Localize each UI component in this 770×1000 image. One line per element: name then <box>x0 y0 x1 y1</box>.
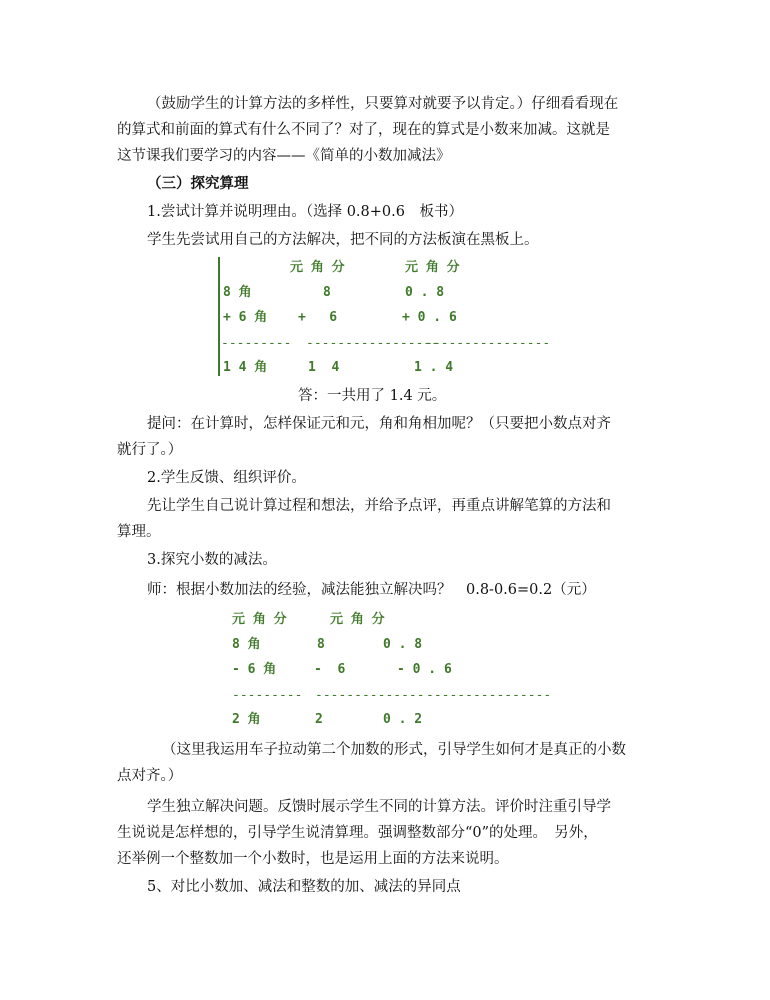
intro-line-3: 这节课我们要学习的内容——《简单的小数加减法》 <box>117 148 451 164</box>
subtraction-dash-1: --------- <box>232 688 303 703</box>
addition-row2-col3: + 0 . 6 <box>402 310 457 325</box>
question-line-1: 提问：在计算时，怎样保证元和元，角和角相加呢？（只要把小数点对齐 <box>147 416 611 432</box>
step-5-title: 5、对比小数加、减法和整数的加、减法的异同点 <box>147 879 461 895</box>
subtraction-dash-3: ---------------- <box>426 688 552 703</box>
subtraction-header-1: 元 角 分 <box>232 612 287 627</box>
note-line-2: 点对齐。） <box>117 768 183 784</box>
intro-line-2: 的算式和前面的算式有什么不同了？对了，现在的算式是小数来加减。这就是 <box>117 122 610 138</box>
subtraction-row1-col2: 8 <box>317 637 325 652</box>
addition-row2-col2: + 6 <box>298 310 338 325</box>
addition-dash-3: ---------------- <box>425 336 551 351</box>
independent-line-1: 学生独立解决问题。反馈时展示学生不同的计算方法。评价时注重引导学 <box>147 799 611 815</box>
subtraction-row1-col3: 0 . 8 <box>383 637 423 652</box>
subtraction-row2-col2: - 6 <box>314 662 346 677</box>
addition-dash-2: ----------------- <box>306 336 440 351</box>
addition-row3-col3: 1 . 4 <box>414 360 454 375</box>
step-2-description-1: 先让学生自己说计算过程和想法，并给予点评，再重点讲解笔算的方法和 <box>147 498 611 514</box>
addition-row1-col3: 0 . 8 <box>405 285 445 300</box>
step-1-description: 学生先尝试用自己的方法解决，把不同的方法板演在黑板上。 <box>147 232 539 248</box>
addition-row2-col1: + 6 角 <box>223 310 268 325</box>
addition-header-2: 元 角 分 <box>405 260 460 275</box>
subtraction-row2-col1: - 6 角 <box>232 662 277 677</box>
addition-header-1: 元 角 分 <box>290 260 345 275</box>
board-vertical-line <box>218 257 220 376</box>
step-3-title: 3.探究小数的减法。 <box>147 552 277 568</box>
subtraction-dash-2: -------------- <box>315 688 425 703</box>
addition-row1-col1: 8 角 <box>223 285 252 300</box>
step-3-description: 师：根据小数加法的经验，减法能独立解决吗？ 0.8-0.6=0.2（元） <box>147 582 596 598</box>
subtraction-row3-col3: 0 . 2 <box>383 712 423 727</box>
independent-line-3: 还举例一个整数加一个小数时，也是运用上面的方法来说明。 <box>117 851 509 867</box>
step-2-title: 2.学生反馈、组织评价。 <box>147 470 306 486</box>
question-line-2: 就行了。） <box>117 442 183 458</box>
addition-row1-col2: 8 <box>323 285 331 300</box>
addition-row3-col1: 1 4 角 <box>223 360 268 375</box>
answer-line: 答：一共用了 1.4 元。 <box>298 388 447 404</box>
step-1-title: 1.尝试计算并说明理由。（选择 0.8+0.6 板书） <box>147 204 463 220</box>
subtraction-row3-col1: 2 角 <box>232 712 261 727</box>
section-3-heading: （三）探究算理 <box>147 175 249 192</box>
subtraction-row1-col1: 8 角 <box>232 637 261 652</box>
subtraction-header-2: 元 角 分 <box>330 612 385 627</box>
addition-dash-1: --------- <box>221 336 292 351</box>
note-line-1: （这里我运用车子拉动第二个加数的形式，引导学生如何才是真正的小数 <box>162 742 626 758</box>
subtraction-row2-col3: - 0 . 6 <box>397 662 452 677</box>
independent-line-2: 生说说是怎样想的，引导学生说清算理。强调整数部分“0”的处理。 另外， <box>117 825 598 841</box>
subtraction-row3-col2: 2 <box>315 712 323 727</box>
intro-line-1: （鼓励学生的计算方法的多样性，只要算对就要予以肯定。）仔细看看现在 <box>147 96 619 112</box>
step-2-description-2: 算理。 <box>117 524 161 540</box>
addition-row3-col2: 1 4 <box>308 360 340 375</box>
